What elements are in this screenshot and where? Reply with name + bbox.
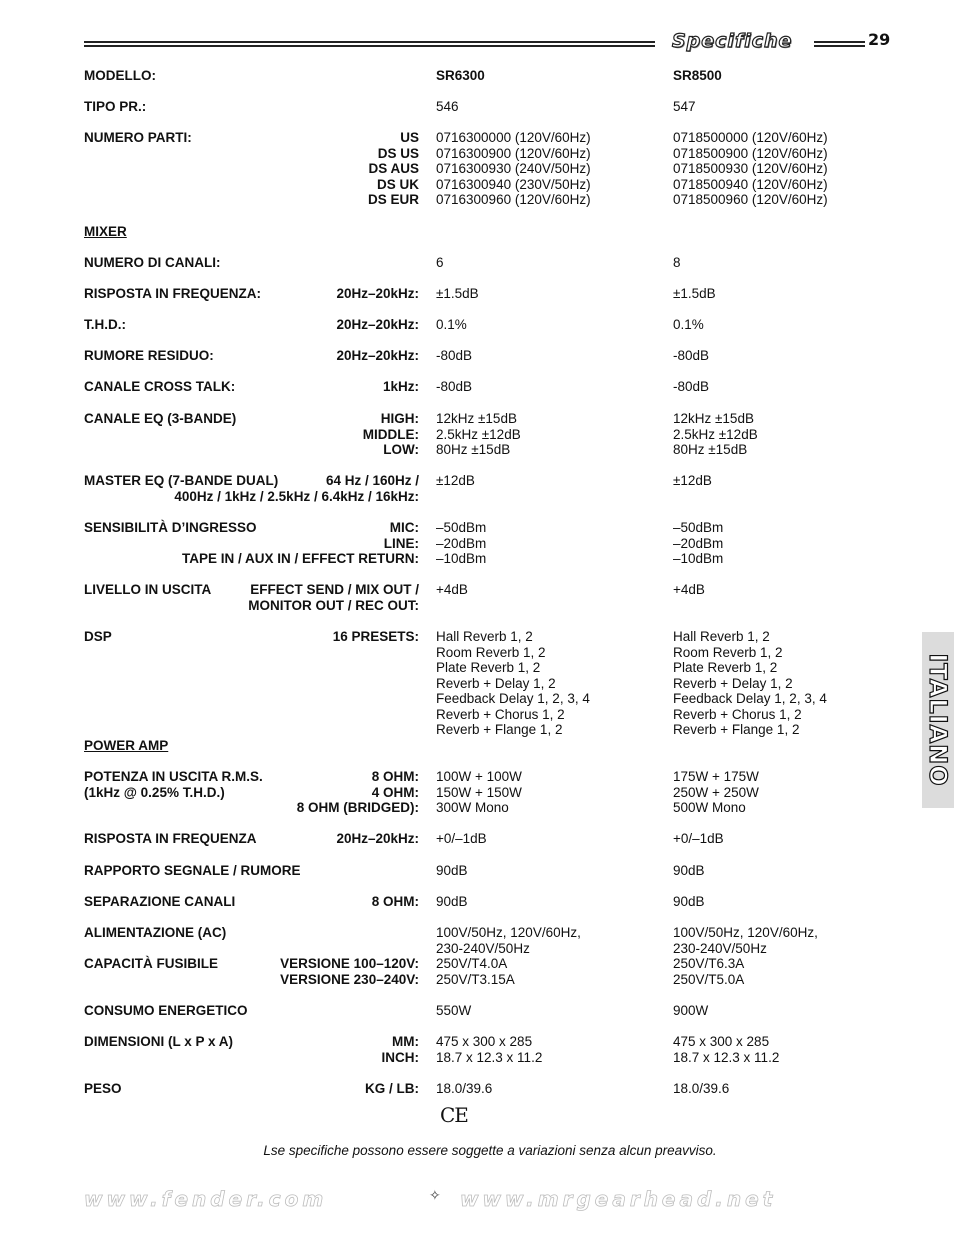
- value-sr8500: [673, 629, 827, 738]
- value-line: –20dBm: [436, 535, 487, 551]
- condition-line: 8 OHM:: [371, 769, 419, 784]
- value-line: Reverb + Chorus 1, 2: [673, 706, 802, 722]
- value-sr6300: [436, 520, 486, 567]
- spec-condition: [84, 520, 419, 567]
- spec-condition: [84, 629, 419, 645]
- value-line: 0718500940 (120V/60Hz): [673, 176, 828, 192]
- value-line: 6: [436, 255, 444, 270]
- spec-label: SENSIBILITÀ D’INGRESSO: [84, 520, 257, 535]
- section-heading-mixer: MIXER: [84, 224, 127, 239]
- value-sr6300: [436, 317, 467, 333]
- value-line: 175W + 175W: [673, 769, 759, 784]
- value-line: 2.5kHz ±12dB: [436, 426, 521, 442]
- disclaimer: Lse specifiche possono essere soggette a variazioni senza alcun preavviso.: [263, 1143, 717, 1158]
- value-line: 0718500900 (120V/60Hz): [673, 145, 828, 161]
- value-sr8500: [673, 956, 744, 987]
- condition-line: 16 PRESETS:: [332, 629, 419, 644]
- value-sr6300: [436, 255, 444, 271]
- spec-condition: [84, 894, 419, 910]
- value-line: 0.1%: [673, 317, 704, 332]
- value-line: Reverb + Delay 1, 2: [436, 675, 556, 691]
- value-sr6300: [436, 286, 479, 302]
- spec-label: T.H.D.:: [84, 317, 126, 332]
- spec-condition: [84, 411, 419, 458]
- condition-line: TAPE IN / AUX IN / EFFECT RETURN:: [181, 551, 419, 566]
- page-number: 29: [868, 30, 891, 49]
- value-line: -80dB: [436, 379, 473, 394]
- value-line: +0/–1dB: [673, 831, 724, 846]
- value-sr6300: [436, 411, 521, 458]
- spec-label: MASTER EQ (7-BANDE DUAL): [84, 473, 279, 488]
- value-sr8500: [673, 99, 696, 115]
- value-line: 100V/50Hz, 120V/60Hz,: [436, 925, 581, 940]
- value-line: 250V/T6.3A: [673, 956, 745, 971]
- value-line: +4dB: [436, 582, 468, 597]
- condition-line: DS UK: [376, 176, 419, 192]
- condition-line: DS EUR: [367, 192, 419, 207]
- header-rule-right: [814, 41, 865, 47]
- value-line: 2.5kHz ±12dB: [673, 426, 758, 442]
- value-line: 250V/T4.0A: [436, 956, 508, 971]
- value-line: -80dB: [436, 348, 473, 363]
- value-line: 0718500000 (120V/60Hz): [673, 130, 828, 145]
- value-line: ±1.5dB: [673, 286, 716, 301]
- condition-line: 8 OHM:: [371, 894, 419, 909]
- condition-line: DS AUS: [368, 161, 419, 176]
- value-sr8500: [673, 894, 705, 910]
- value-line: 80Hz ±15dB: [673, 442, 748, 457]
- value-line: -80dB: [673, 379, 710, 394]
- spec-label: MODELLO:: [84, 68, 156, 83]
- spec-condition: [84, 956, 419, 987]
- spec-label: RUMORE RESIDUO:: [84, 348, 214, 363]
- spec-label-line: POTENZA IN USCITA R.M.S.: [84, 769, 263, 784]
- spec-condition: [84, 473, 419, 504]
- spec-label: ALIMENTAZIONE (AC): [84, 925, 227, 940]
- condition-line: MIDDLE:: [362, 426, 419, 442]
- spec-condition: [84, 348, 419, 364]
- condition-line: 20Hz–20kHz:: [336, 831, 419, 846]
- value-line: 550W: [436, 1003, 472, 1018]
- value-line: 475 x 300 x 285: [673, 1034, 770, 1049]
- value-line: 90dB: [673, 863, 705, 878]
- spec-condition: [84, 582, 419, 613]
- value-line: Reverb + Flange 1, 2: [673, 722, 800, 737]
- spec-label: TIPO PR.:: [84, 99, 147, 114]
- value-line: 900W: [673, 1003, 709, 1018]
- ce-mark: CE: [440, 1103, 468, 1127]
- value-sr6300: [436, 130, 591, 208]
- spec-condition: [84, 379, 419, 395]
- condition-line: HIGH:: [380, 411, 419, 426]
- spec-label-line: (1kHz @ 0.25% T.H.D.): [84, 784, 225, 800]
- value-line: ±1.5dB: [436, 286, 479, 301]
- footer-url-fender[interactable]: www.fender.com: [84, 1187, 328, 1211]
- value-sr8500: [673, 863, 705, 879]
- value-sr8500: [673, 255, 681, 271]
- condition-line: US: [400, 130, 419, 145]
- value-sr6300: [436, 348, 472, 364]
- value-line: Room Reverb 1, 2: [436, 644, 546, 660]
- value-line: ±12dB: [673, 473, 712, 488]
- spec-condition: [84, 1034, 419, 1065]
- condition-line: LOW:: [383, 442, 419, 457]
- value-line: 547: [673, 99, 696, 114]
- value-sr6300: [436, 1081, 492, 1097]
- value-sr6300: [436, 894, 468, 910]
- value-line: ±12dB: [436, 473, 475, 488]
- value-line: Plate Reverb 1, 2: [436, 660, 541, 675]
- value-line: +0/–1dB: [436, 831, 487, 846]
- value-line: Hall Reverb 1, 2: [673, 629, 770, 644]
- spec-condition: [84, 317, 419, 333]
- spec-label: SEPARAZIONE CANALI: [84, 894, 236, 909]
- value-line: –50dBm: [673, 520, 724, 535]
- condition-line: LINE:: [383, 535, 419, 551]
- condition-line: INCH:: [381, 1049, 419, 1065]
- value-line: 150W + 150W: [436, 784, 522, 800]
- value-sr8500: [673, 473, 712, 489]
- model-sr8500: SR8500: [673, 68, 722, 83]
- spec-label: PESO: [84, 1081, 122, 1096]
- value-line: 250V/T3.15A: [436, 971, 515, 987]
- condition-line: MONITOR OUT / REC OUT:: [248, 597, 419, 613]
- value-sr8500: [673, 925, 818, 956]
- value-line: 80Hz ±15dB: [436, 442, 511, 457]
- value-line: –10dBm: [436, 551, 487, 566]
- value-line: Reverb + Chorus 1, 2: [436, 706, 565, 722]
- condition-line: 400Hz / 1kHz / 2.5kHz / 6.4kHz / 16kHz:: [174, 488, 419, 504]
- condition-line: EFFECT SEND / MIX OUT /: [250, 582, 419, 597]
- value-sr6300: [436, 863, 468, 879]
- spec-label: CAPACITÀ FUSIBILE: [84, 956, 218, 971]
- value-sr6300: [436, 582, 468, 598]
- value-line: 12kHz ±15dB: [436, 411, 517, 426]
- value-sr6300: [436, 925, 581, 956]
- value-sr8500: [673, 286, 716, 302]
- spec-label: DIMENSIONI (L x P x A): [84, 1034, 234, 1049]
- value-line: 100V/50Hz, 120V/60Hz,: [673, 925, 818, 940]
- value-sr8500: [673, 520, 723, 567]
- section-heading-power-amp: POWER AMP: [84, 738, 169, 753]
- value-line: –10dBm: [673, 551, 724, 566]
- spec-condition: [84, 286, 419, 302]
- spec-condition: [84, 1081, 419, 1097]
- value-line: 500W Mono: [673, 800, 746, 815]
- footer-separator-icon: ✧: [429, 1187, 441, 1203]
- condition-line: VERSIONE 100–120V:: [280, 956, 419, 971]
- value-line: 250V/T5.0A: [673, 971, 745, 987]
- value-line: Room Reverb 1, 2: [673, 644, 783, 660]
- condition-line: DS US: [377, 145, 419, 161]
- condition-line: MIC:: [389, 520, 419, 535]
- condition-line: 20Hz–20kHz:: [336, 286, 419, 301]
- condition-line: VERSIONE 230–240V:: [280, 971, 419, 987]
- value-sr6300: [436, 1034, 542, 1065]
- value-sr8500: [673, 1003, 708, 1019]
- value-line: 90dB: [436, 894, 468, 909]
- value-sr6300: [436, 769, 522, 816]
- spec-condition: [84, 831, 419, 847]
- value-sr6300: [436, 473, 475, 489]
- value-sr8500: [673, 348, 709, 364]
- spec-label: CANALE CROSS TALK:: [84, 379, 236, 394]
- value-sr6300: [436, 831, 487, 847]
- condition-line: KG / LB:: [365, 1081, 419, 1096]
- value-sr8500: [673, 317, 704, 333]
- spec-label: RAPPORTO SEGNALE / RUMORE: [84, 863, 301, 878]
- value-sr6300: [436, 956, 515, 987]
- value-sr8500: [673, 831, 724, 847]
- spec-label: CONSUMO ENERGETICO: [84, 1003, 248, 1018]
- value-line: 90dB: [673, 894, 705, 909]
- header-rule-left: [84, 41, 655, 47]
- value-line: 300W Mono: [436, 800, 509, 815]
- value-line: 475 x 300 x 285: [436, 1034, 533, 1049]
- condition-line: 20Hz–20kHz:: [336, 317, 419, 332]
- condition-line: 8 OHM (BRIDGED):: [296, 800, 419, 815]
- value-line: 8: [673, 255, 681, 270]
- value-line: 18.0/39.6: [436, 1081, 493, 1096]
- value-sr6300: [436, 629, 590, 738]
- value-line: 0716300940 (230V/50Hz): [436, 176, 591, 192]
- value-sr6300: [436, 1003, 471, 1019]
- value-line: 18.7 x 12.3 x 11.2: [673, 1049, 780, 1065]
- value-line: 230-240V/50Hz: [673, 940, 767, 956]
- value-line: 0718500930 (120V/60Hz): [673, 161, 828, 176]
- spec-label: CANALE EQ (3-BANDE): [84, 411, 237, 426]
- value-sr8500: [673, 1081, 729, 1097]
- value-sr8500: [673, 130, 828, 208]
- value-line: 0716300900 (120V/60Hz): [436, 145, 591, 161]
- condition-line: 4 OHM:: [371, 784, 419, 800]
- value-sr8500: [673, 1034, 779, 1065]
- value-line: Feedback Delay 1, 2, 3, 4: [436, 691, 590, 706]
- value-line: 546: [436, 99, 459, 114]
- value-sr6300: [436, 379, 472, 395]
- value-sr6300: [436, 99, 459, 115]
- value-sr8500: [673, 411, 758, 458]
- condition-line: 1kHz:: [382, 379, 419, 394]
- spec-condition: [84, 769, 419, 816]
- language-label: ITALIANO: [924, 653, 952, 787]
- value-sr8500: [673, 769, 759, 816]
- value-line: 0716300930 (240V/50Hz): [436, 161, 591, 176]
- value-line: 0716300960 (120V/60Hz): [436, 192, 591, 207]
- spec-condition: [84, 130, 419, 208]
- condition-line: 64 Hz / 160Hz /: [325, 473, 419, 488]
- value-sr8500: [673, 379, 709, 395]
- value-line: Feedback Delay 1, 2, 3, 4: [673, 691, 827, 706]
- spec-label: DSP: [84, 629, 112, 644]
- page-title: Specifiche: [672, 30, 793, 52]
- value-line: 230-240V/50Hz: [436, 940, 530, 956]
- spec-label: RISPOSTA IN FREQUENZA: [84, 831, 257, 846]
- value-line: Hall Reverb 1, 2: [436, 629, 533, 644]
- footer-url-mrgearhead[interactable]: www.mrgearhead.net: [460, 1187, 777, 1211]
- value-line: Plate Reverb 1, 2: [673, 660, 778, 675]
- spec-label: NUMERO DI CANALI:: [84, 255, 221, 270]
- value-line: 0.1%: [436, 317, 467, 332]
- value-line: –20dBm: [673, 535, 724, 551]
- value-line: +4dB: [673, 582, 705, 597]
- value-line: 18.0/39.6: [673, 1081, 730, 1096]
- spec-label: NUMERO PARTI:: [84, 130, 192, 145]
- value-line: 250W + 250W: [673, 784, 759, 800]
- value-line: Reverb + Delay 1, 2: [673, 675, 793, 691]
- value-line: 0718500960 (120V/60Hz): [673, 192, 828, 207]
- value-line: 90dB: [436, 863, 468, 878]
- value-sr8500: [673, 582, 705, 598]
- value-line: -80dB: [673, 348, 710, 363]
- value-line: Reverb + Flange 1, 2: [436, 722, 563, 737]
- spec-label: RISPOSTA IN FREQUENZA:: [84, 286, 262, 301]
- model-sr6300: SR6300: [436, 68, 485, 83]
- value-line: 0716300000 (120V/60Hz): [436, 130, 591, 145]
- value-line: 18.7 x 12.3 x 11.2: [436, 1049, 543, 1065]
- value-line: 100W + 100W: [436, 769, 522, 784]
- spec-label: LIVELLO IN USCITA: [84, 582, 212, 597]
- condition-line: 20Hz–20kHz:: [336, 348, 419, 363]
- condition-line: MM:: [392, 1034, 419, 1049]
- language-side-tab: [922, 632, 954, 808]
- value-line: 12kHz ±15dB: [673, 411, 754, 426]
- value-line: –50dBm: [436, 520, 487, 535]
